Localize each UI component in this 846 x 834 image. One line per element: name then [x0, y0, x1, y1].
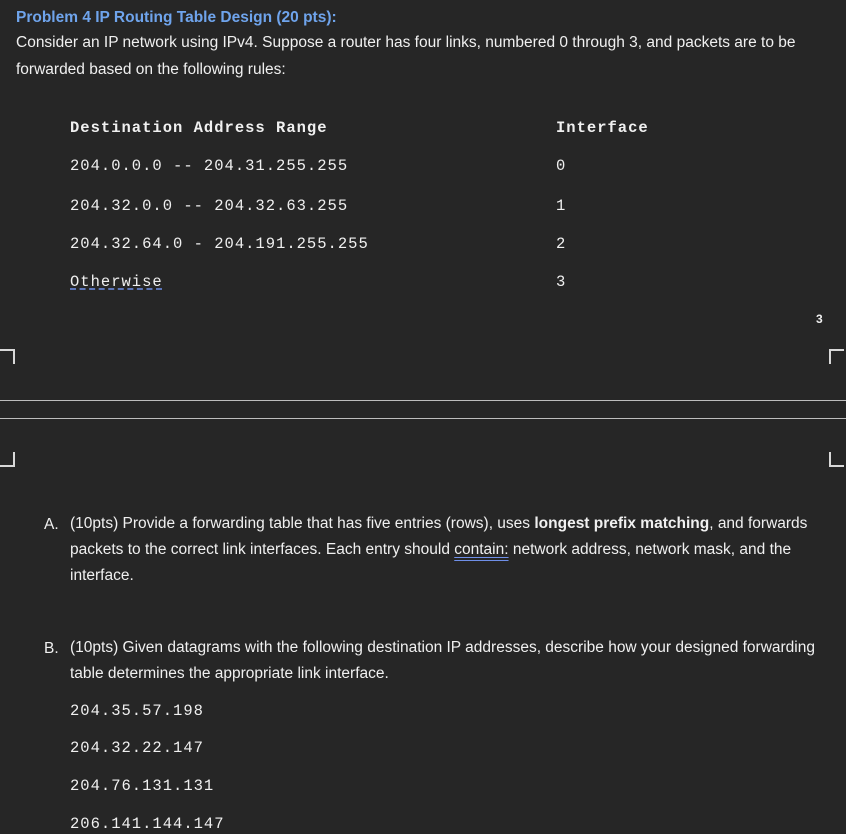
part-a-underlined: contain:: [454, 541, 509, 558]
page-break-line-top: [0, 400, 846, 401]
rule-interface-1: 1: [556, 197, 567, 215]
rule-range-0: 204.0.0.0 -- 204.31.255.255: [70, 157, 349, 175]
page-number: 3: [816, 312, 823, 326]
address-1: 204.32.22.147: [70, 739, 204, 757]
header-destination-range: Destination Address Range: [70, 119, 328, 137]
part-b-label: B.: [44, 640, 59, 657]
address-0: 204.35.57.198: [70, 702, 204, 720]
rule-range-1: 204.32.0.0 -- 204.32.63.255: [70, 197, 349, 215]
part-a-text-2: , and forwards packets to the correct link interfaces. Each entry should: [70, 515, 808, 558]
page-corner-bottom-left: [0, 452, 15, 467]
header-interface: Interface: [556, 119, 649, 137]
rule-range-3: Otherwise: [70, 273, 163, 291]
address-3: 206.141.144.147: [70, 815, 225, 833]
part-a-bold: longest prefix matching: [534, 515, 710, 532]
rule-interface-0: 0: [556, 157, 567, 175]
page-corner-top-left: [0, 349, 15, 364]
part-a-text-3: network address, network mask, and the interface.: [70, 541, 792, 584]
part-a-text-1: (10pts) Provide a forwarding table that has five entries (rows), uses: [70, 515, 535, 532]
problem-header: [16, 8, 836, 83]
page-corner-top-right: [829, 349, 844, 364]
rule-interface-2: 2: [556, 235, 567, 253]
rule-interface-3: 3: [556, 273, 567, 291]
rule-range-2: 204.32.64.0 - 204.191.255.255: [70, 235, 369, 253]
address-2: 204.76.131.131: [70, 777, 215, 795]
problem-title: Problem 4 IP Routing Table Design (20 pts):: [16, 9, 337, 26]
page-break-line-bottom: [0, 418, 846, 419]
part-a-label: A.: [44, 516, 59, 533]
part-b-text: (10pts) Given datagrams with the following destination IP addresses, describe how your designed forwarding table determines the appropriate link interface.: [70, 639, 815, 682]
part-a-text: [70, 511, 820, 589]
problem-intro: Consider an IP network using IPv4. Suppose a router has four links, numbered 0 through 3, and packets are to be forwarded based on the following rules:: [16, 34, 796, 78]
page-corner-bottom-right: [829, 452, 844, 467]
